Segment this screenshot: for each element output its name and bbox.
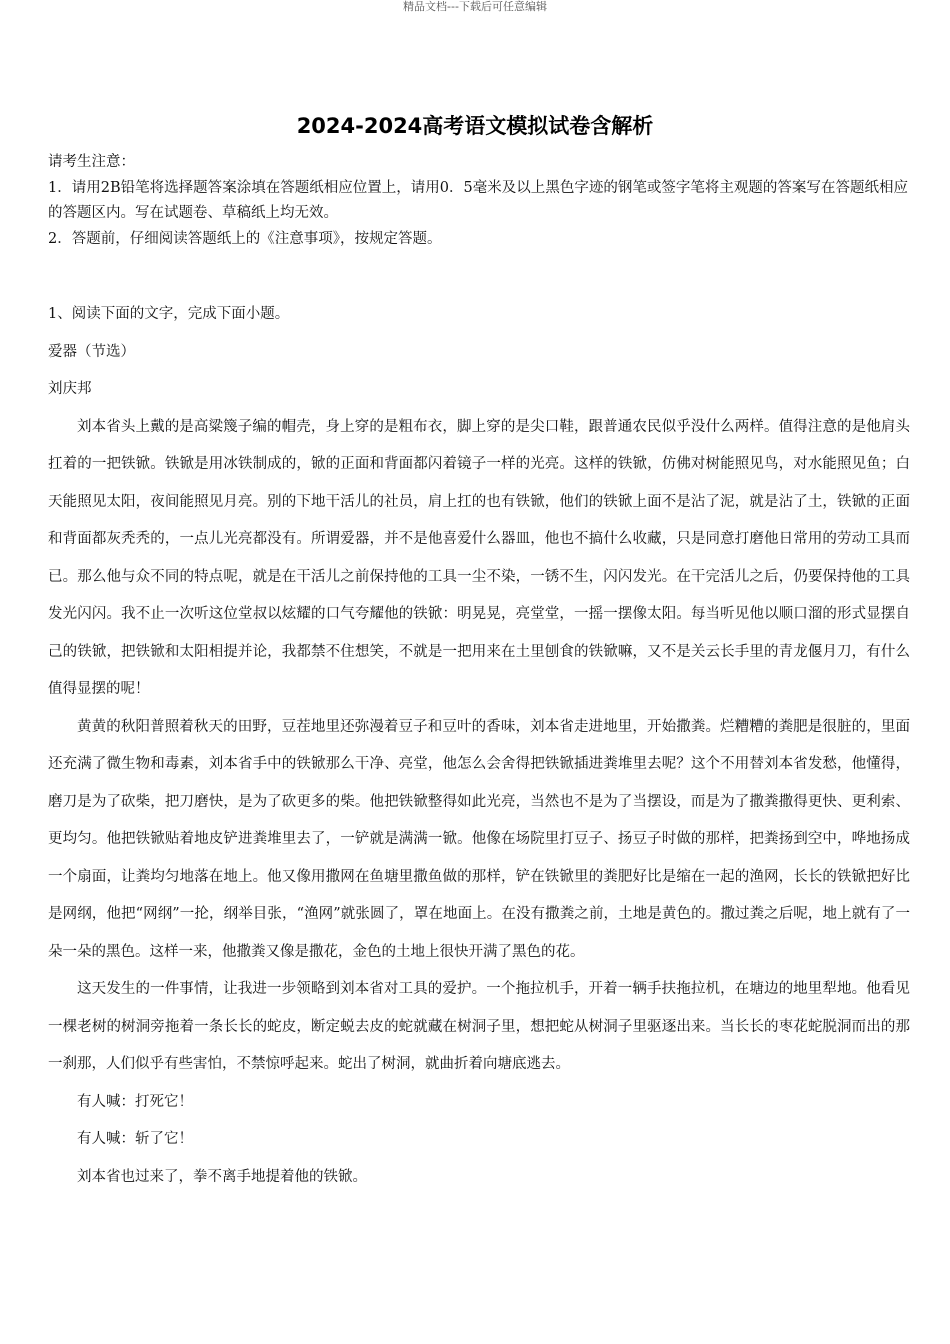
notice-heading: 请考生注意： (48, 154, 135, 170)
article-paragraph: 有人喊：斩了它！ (77, 1131, 193, 1147)
article-paragraph: 这天发生的一件事情，让我进一步领略到刘本省对工具的爱护。一个拖拉机手，开着一辆手扶拖拉机，在塘边的地里犁地。他看见一棵老树的树洞旁拖着一条长长的蛇皮，断定蜕去皮的蛇就藏在树洞子里，想把蛇从树洞子里驱逐出来。当长长的枣花蛇脱洞而出的那一刹那，人们似乎有些害怕，不禁惊呼起来。蛇出了树洞，就曲折着向塘底逃去。 (48, 981, 910, 1072)
article-paragraph: 刘本省头上戴的是高粱篾子编的帽壳，身上穿的是粗布衣，脚上穿的是尖口鞋，跟普通农民似乎没什么两样。值得注意的是他肩头扛着的一把铁锨。铁锨是用冰铁制成的，锨的正面和背面都闪着镜子一样的光亮。这样的铁锨，仿佛对树能照见鸟，对水能照见鱼；白天能照见太阳，夜间能照见月亮。别的下地干活儿的社员，肩上扛的也有铁锨，他们的铁锨上面不是沾了泥，就是沾了土，铁锨的正面和背面都灰秃秃的，一点儿光亮都没有。所谓爱器，并不是他喜爱什么器皿，他也不搞什么收藏，只是同意打磨他日常用的劳动工具而已。那么他与众不同的特点呢，就是在干活儿之前保持他的工具一尘不染，一锈不生，闪闪发光。在干完活儿之后，仍要保持他的工具发光闪闪。我不止一次听这位堂叔以炫耀的口气夸耀他的铁锨：明晃晃，亮堂堂，一摇一摆像太阳。每当听见他以顺口溜的形式显摆自己的铁锨，把铁锨和太阳相提并论，我都禁不住想笑，不就是一把用来在土里刨食的铁锨嘛，又不是关云长手里的青龙偃月刀，有什么值得显摆的呢！ (48, 418, 910, 697)
exam-notice (48, 150, 908, 252)
question-content (48, 296, 910, 1196)
article-paragraph: 有人喊：打死它！ (77, 1093, 193, 1110)
article-paragraph: 刘本省也过来了，拳不离手地提着他的铁锨。 (77, 1168, 367, 1185)
article-paragraph: 黄黄的秋阳普照着秋天的田野，豆茬地里还弥漫着豆子和豆叶的香味，刘本省走进地里，开始撒粪。烂糟糟的粪肥是很脏的，里面还充满了微生物和毒素，刘本省手中的铁锨那么干净、亮堂，他怎么会舍得把铁锨插进粪堆里去呢？这个不用替刘本省发愁，他懂得，磨刀是为了砍柴，把刀磨快，是为了砍更多的柴。他把铁锨整得如此光亮，当然也不是为了当摆设，而是为了撒粪撒得更快、更利索、更均匀。他把铁锨贴着地皮铲进粪堆里去了，一铲就是满满一锨。他像在场院里打豆子、扬豆子时做的那样，把粪扬到空中，哗地扬成一个扇面，让粪均匀地落在地上。他又像用撒网在鱼塘里撒鱼做的那样，铲在铁锨里的粪肥好比是缩在一起的渔网，长长的铁锨把好比是网纲，他把“网纲”一抡，纲举目张，“渔网”就张圆了，罩在地面上。在没有撒粪之前，土地是黄色的。撒过粪之后呢，地上就有了一朵一朵的黑色。这样一来，他撒粪又像是撒花，金色的土地上很快开满了黑色的花。 (48, 718, 910, 960)
question-prompt: 1、阅读下面的文字，完成下面小题。 (48, 306, 290, 322)
header-note: 精品文档---下载后可任意编辑 (403, 0, 547, 13)
article-author: 刘庆邦 (48, 381, 92, 397)
page-title: 2024-2024高考语文模拟试卷含解析 (296, 114, 654, 138)
article-title: 爱器（节选） (48, 343, 135, 360)
notice-item-2: 2．答题前，仔细阅读答题纸上的《注意事项》，按规定答题。 (48, 230, 442, 247)
notice-item-1: 1．请用2B铅笔将选择题答案涂填在答题纸相应位置上，请用0．5毫米及以上黑色字迹的钢笔或签字笔将主观题的答案写在答题纸相应的答题区内。写在试题卷、草稿纸上均无效。 (48, 179, 908, 221)
